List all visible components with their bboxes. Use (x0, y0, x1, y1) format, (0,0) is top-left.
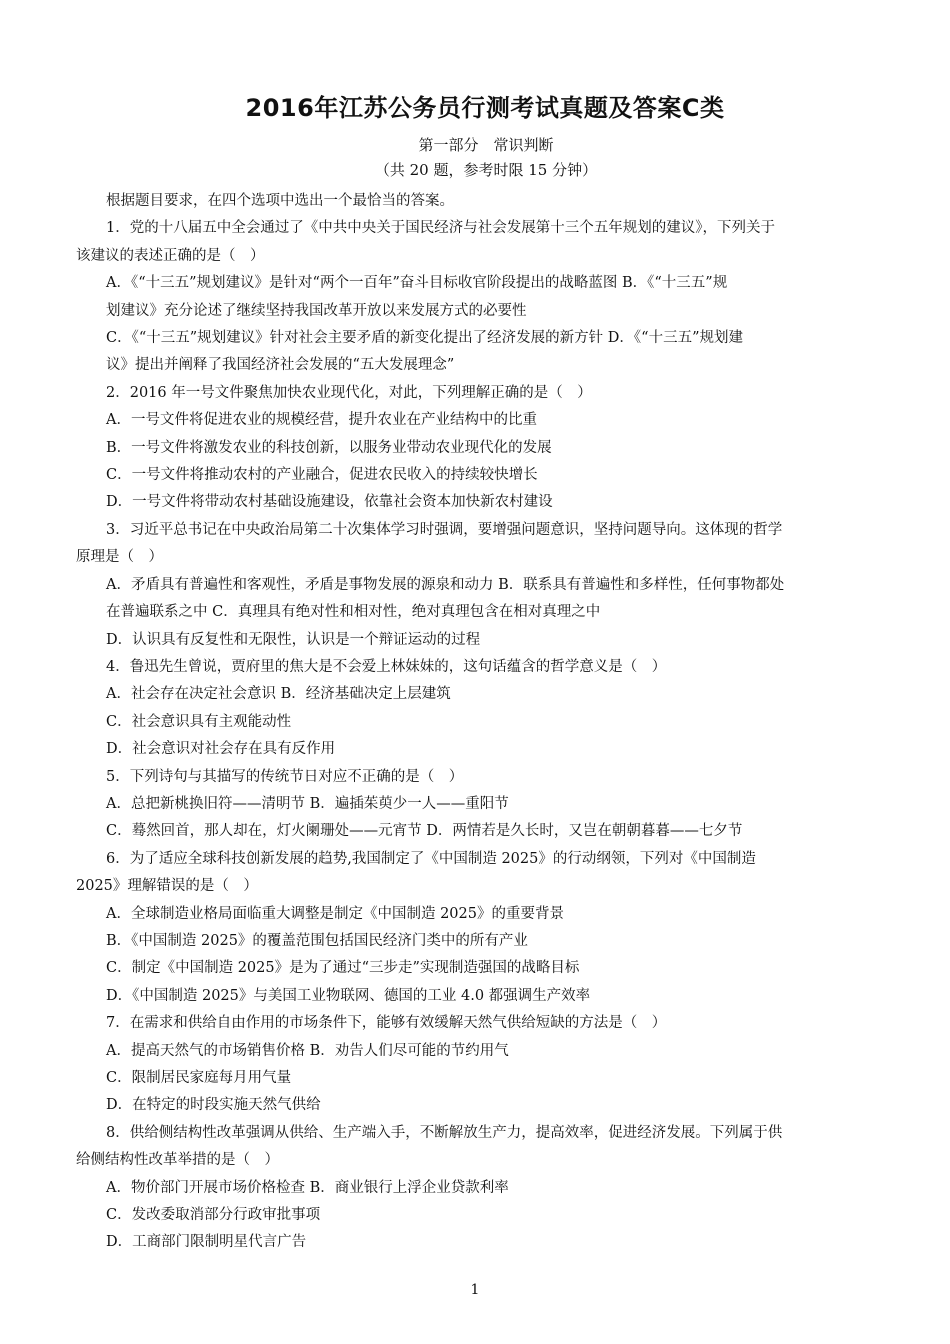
option-line: C．蓦然回首，那人却在，灯火阑珊处——元宵节 D．两情若是久长时，又岂在朝朝暮暮——七夕节 (106, 823, 743, 840)
question-line: 1．党的十八届五中全会通过了《中共中央关于国民经济与社会发展第十三个五年规划的建议》，下列关于 (106, 220, 775, 237)
question-line: 6．为了适应全球科技创新发展的趋势,我国制定了《中国制造 2025》的行动纲领，下列对《中国制造 (106, 850, 756, 867)
option-line: C．《“十三五”规划建议》针对社会主要矛盾的新变化提出了经济发展的新方针 D．《“十三五”规划建 (106, 330, 743, 347)
option-line: 划建议》充分论述了继续坚持我国改革开放以来发展方式的必要性 (106, 302, 527, 319)
option-line: B．《中国制造 2025》的覆盖范围包括国民经济门类中的所有产业 (106, 932, 528, 949)
option-line: B．一号文件将激发农业的科技创新，以服务业带动农业现代化的发展 (106, 439, 552, 456)
question-line: 给侧结构性改革举措的是（ ） (76, 1152, 279, 1169)
option-line: D．一号文件将带动农村基础设施建设，依靠社会资本加快新农村建设 (106, 494, 553, 511)
question-line: 原理是（ ） (76, 549, 163, 566)
question-line: 2．2016 年一号文件聚焦加快农业现代化，对此，下列理解正确的是（ ） (106, 384, 592, 401)
option-line: A．全球制造业格局面临重大调整是制定《中国制造 2025》的重要背景 (106, 905, 564, 922)
question-line: 该建议的表述正确的是（ ） (76, 247, 265, 264)
option-line: A．《“十三五”规划建议》是针对“两个一百年”奋斗目标收官阶段提出的战略蓝图 B．《“十三五”规 (106, 275, 728, 292)
option-line: D．社会意识对社会存在具有反作用 (106, 741, 336, 758)
option-line: D．《中国制造 2025》与美国工业物联网、德国的工业 4.0 都强调生产效率 (106, 987, 591, 1004)
section-note: （共 20 题，参考时限 15 分钟） (374, 161, 598, 179)
option-line: C．制定《中国制造 2025》是为了通过“三步走”实现制造强国的战略目标 (106, 960, 580, 977)
question-list (76, 215, 882, 1256)
question-line: 2025》理解错误的是（ ） (76, 878, 258, 895)
option-line: C．发改委取消部分行政审批事项 (106, 1207, 321, 1224)
document-title: 2016年江苏公务员行测考试真题及答案C类 (245, 94, 725, 122)
option-line: A．提高天然气的市场销售价格 B．劝告人们尽可能的节约用气 (106, 1042, 509, 1059)
document-body (76, 188, 882, 1257)
question-line: 7．在需求和供给自由作用的市场条件下，能够有效缓解天然气供给短缺的方法是（ ） (106, 1015, 667, 1032)
option-line: A．总把新桃换旧符——清明节 B．遍插茱萸少一人——重阳节 (106, 795, 509, 812)
question-line: 3．习近平总书记在中央政治局第二十次集体学习时强调，要增强问题意识，坚持问题导向。这体现的哲学 (106, 521, 783, 538)
option-line: C．一号文件将推动农村的产业融合，促进农民收入的持续较快增长 (106, 467, 538, 484)
question-line: 4．鲁迅先生曾说，贾府里的焦大是不会爱上林妹妹的，这句话蕴含的哲学意义是（ ） (106, 658, 667, 675)
option-line: C．社会意识具有主观能动性 (106, 713, 292, 730)
page-number: 1 (470, 1282, 480, 1298)
option-line: A．物价部门开展市场价格检查 B．商业银行上浮企业贷款利率 (106, 1179, 509, 1196)
instruction-text: 根据题目要求，在四个选项中选出一个最恰当的答案。 (106, 193, 454, 209)
option-line: 议》提出并阐释了我国经济社会发展的“五大发展理念” (106, 357, 455, 374)
option-line: A．一号文件将促进农业的规模经营，提升农业在产业结构中的比重 (106, 412, 537, 429)
option-line: D．在特定的时段实施天然气供给 (106, 1097, 321, 1114)
section-heading: 第一部分 常识判断 (418, 136, 554, 154)
option-line: D．工商部门限制明星代言广告 (106, 1234, 307, 1251)
option-line: C．限制居民家庭每月用气量 (106, 1070, 292, 1086)
question-line: 5．下列诗句与其描写的传统节日对应不正确的是（ ） (106, 768, 464, 785)
question-line: 8．供给侧结构性改革强调从供给、生产端入手，不断解放生产力，提高效率，促进经济发展。下列属于供 (106, 1124, 783, 1141)
option-line: D．认识具有反复性和无限性，认识是一个辩证运动的过程 (106, 631, 481, 648)
option-line: A．社会存在决定社会意识 B．经济基础决定上层建筑 (106, 686, 451, 703)
option-line: A．矛盾具有普遍性和客观性，矛盾是事物发展的源泉和动力 B．联系具有普遍性和多样性，任何事物都处 (106, 576, 785, 593)
option-line: 在普遍联系之中 C．真理具有绝对性和相对性，绝对真理包含在相对真理之中 (106, 604, 601, 621)
